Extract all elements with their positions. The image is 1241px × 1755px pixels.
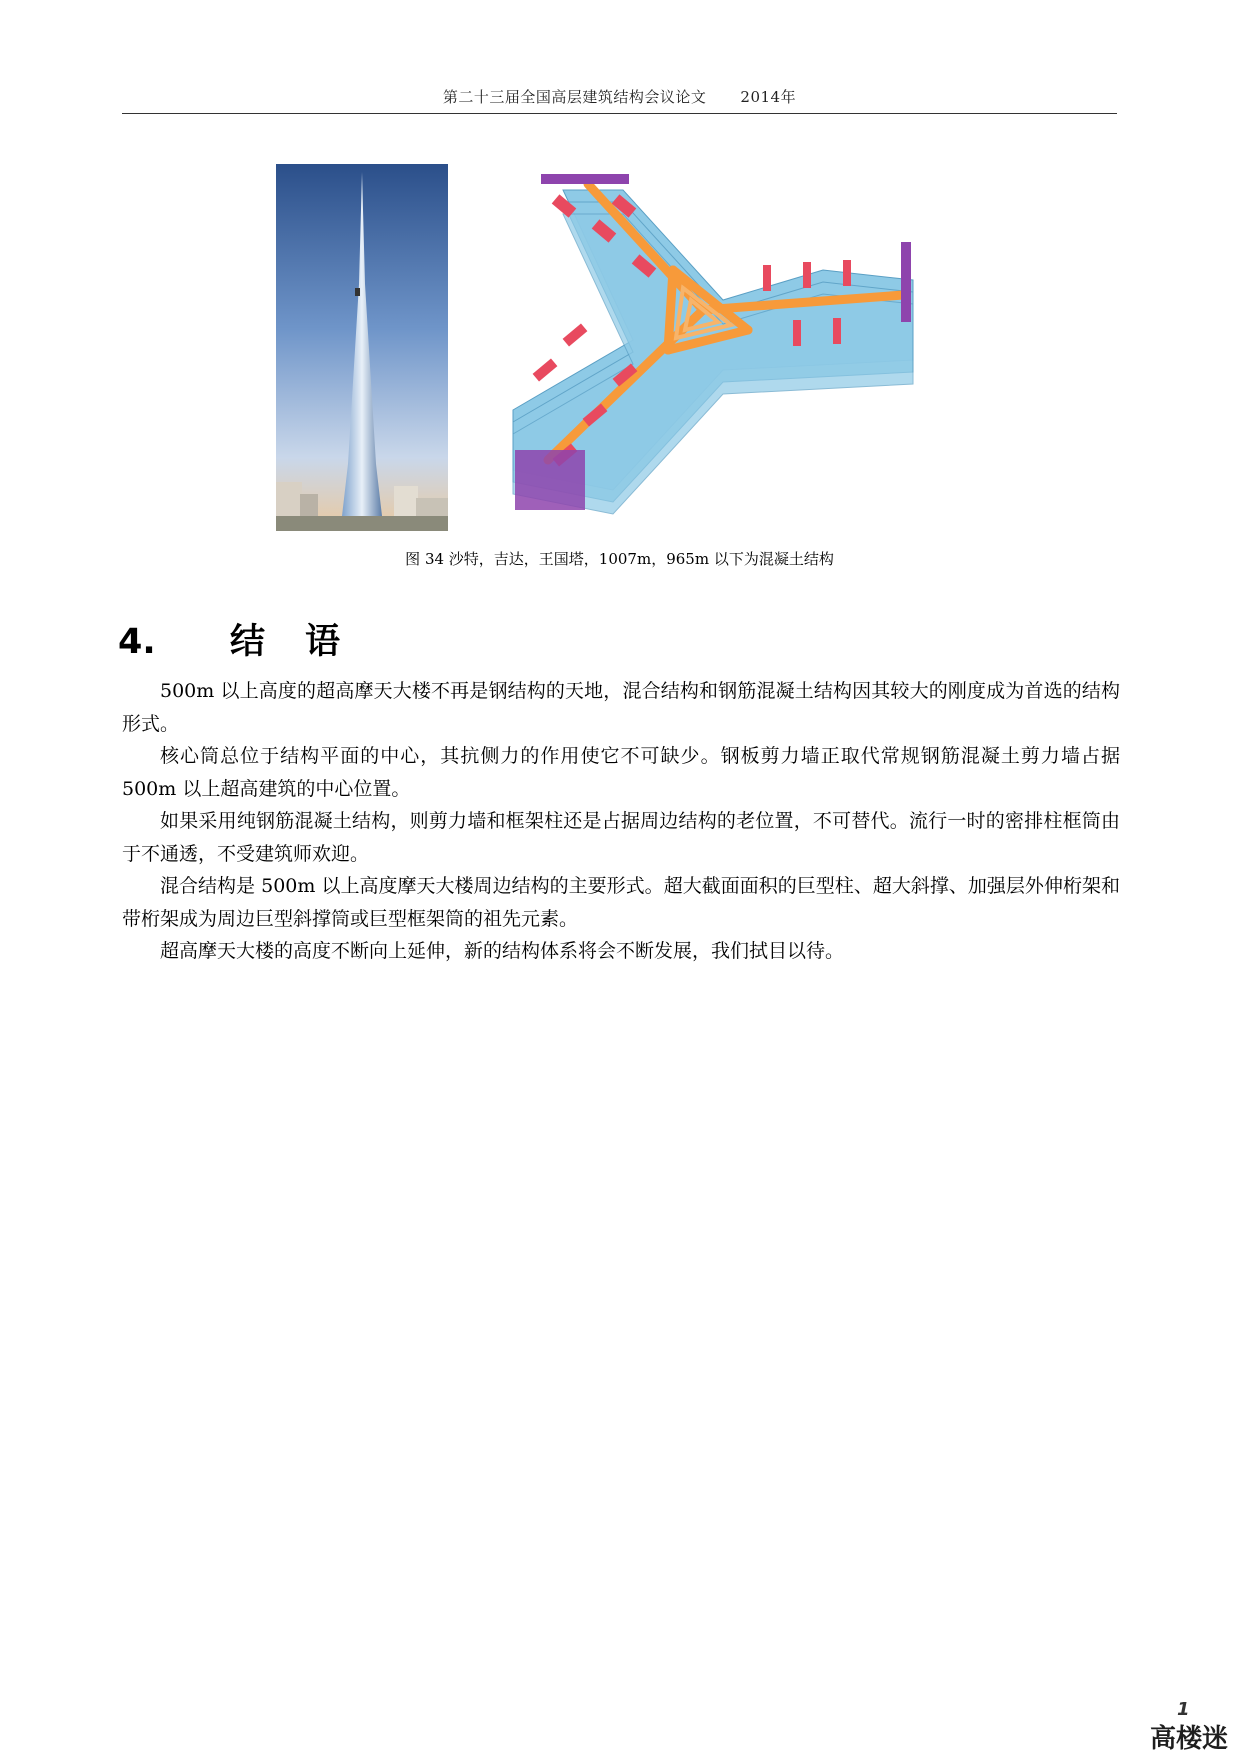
running-header (122, 86, 1117, 107)
section-body (122, 675, 1120, 968)
paragraph: 500m 以上高度的超高摩天大楼不再是钢结构的天地，混合结构和钢筋混凝土结构因其较大的刚度成为首选的结构形式。 (122, 680, 1120, 735)
paragraph: 超高摩天大楼的高度不断向上延伸，新的结构体系将会不断发展，我们拭目以待。 (160, 940, 845, 962)
watermark-text: 高楼迷 (1150, 1724, 1229, 1754)
header-year: 2014年 (740, 88, 797, 106)
tower-photo (276, 164, 448, 531)
structural-model-diagram (493, 170, 965, 532)
figure-caption: 图 34 沙特，吉达，王国塔，1007m，965m 以下为混凝土结构 (405, 550, 834, 568)
paragraph: 如果采用纯钢筋混凝土结构，则剪力墙和框架柱还是占据周边结构的老位置，不可替代。流行一时的密排柱框筒由于不通透，不受建筑师欢迎。 (122, 810, 1120, 865)
section-heading (118, 614, 340, 664)
header-rule (122, 113, 1117, 114)
paragraph: 混合结构是 500m 以上高度摩天大楼周边结构的主要形式。超大截面面积的巨型柱、超大斜撑、加强层外伸桁架和带桁架成为周边巨型斜撑筒或巨型框架筒的祖先元素。 (122, 875, 1120, 930)
section-title-char-1: 结 (230, 622, 266, 662)
watermark-logo (1150, 1699, 1229, 1755)
watermark-mark: 1 (1177, 1699, 1190, 1720)
section-number: 4. (118, 622, 156, 662)
conference-title: 第二十三届全国高层建筑结构会议论文 (442, 88, 707, 106)
section-title-char-2: 语 (305, 622, 341, 662)
paragraph: 核心筒总位于结构平面的中心，其抗侧力的作用使它不可缺少。钢板剪力墙正取代常规钢筋混凝土剪力墙占据 500m 以上超高建筑的中心位置。 (122, 745, 1120, 800)
